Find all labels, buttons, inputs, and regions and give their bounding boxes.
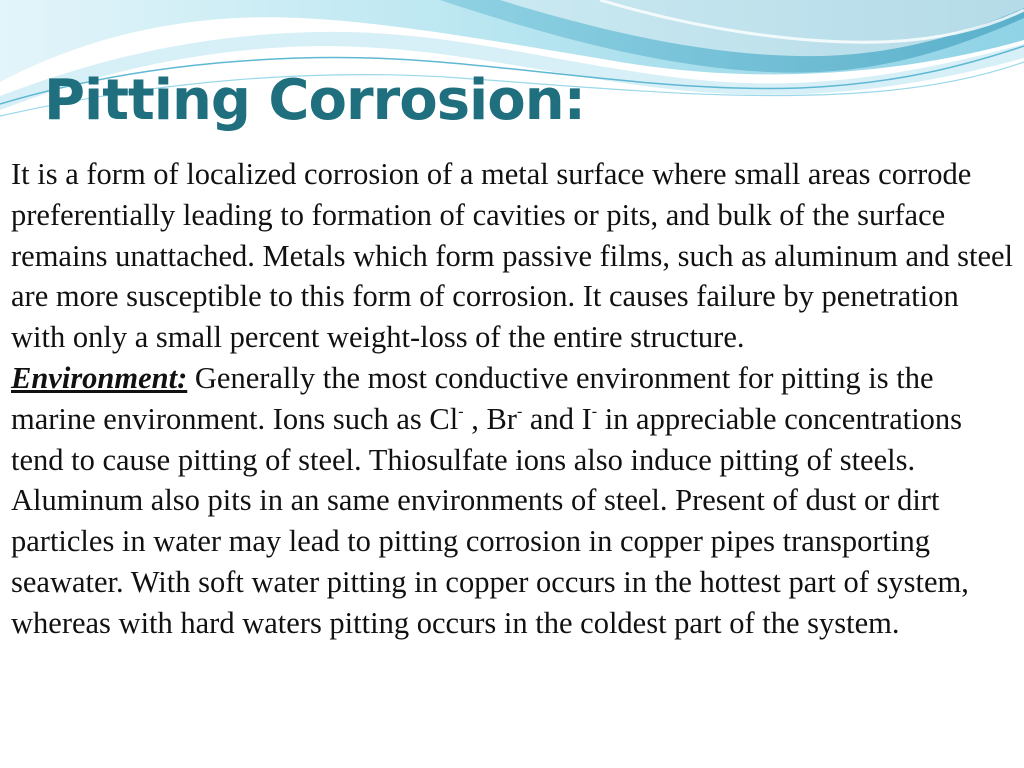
environment-paragraph: [11, 358, 1017, 644]
bromide-text: , Br: [463, 401, 517, 436]
environment-term: Environment:: [11, 360, 188, 395]
environment-rest-text: in appreciable concentrations tend to cause pitting of steel. Thiosulfate ions also induce pitting of steels. Aluminum also pits in an same environments of steel. Present of dust or dirt particles in water may lead to pitting corrosion in copper pipes transporting seawater. With soft water pitting in copper occurs in the hottest part of system, whereas with hard waters pitting occurs in the coldest part of the system.: [11, 401, 969, 640]
bromide-charge: -: [516, 402, 523, 420]
iodide-text: and I: [522, 401, 592, 436]
slide-body: [11, 154, 1017, 644]
iodide-charge: -: [591, 402, 598, 420]
chloride-charge: -: [458, 402, 464, 420]
definition-paragraph: It is a form of localized corrosion of a metal surface where small areas corrode preferentially leading to formation of cavities or pits, and bulk of the surface remains unattached. Metals which form passive films, such as aluminum and steel are more susceptible to this form of corrosion. It causes failure by penetration with only a small percent weight-loss of the entire structure.: [11, 157, 1014, 355]
slide-title: Pitting Corrosion:: [44, 68, 585, 133]
environment-lead-text: Generally the most conductive environment for pitting is the marine environment. Ions such as Cl: [11, 360, 934, 436]
